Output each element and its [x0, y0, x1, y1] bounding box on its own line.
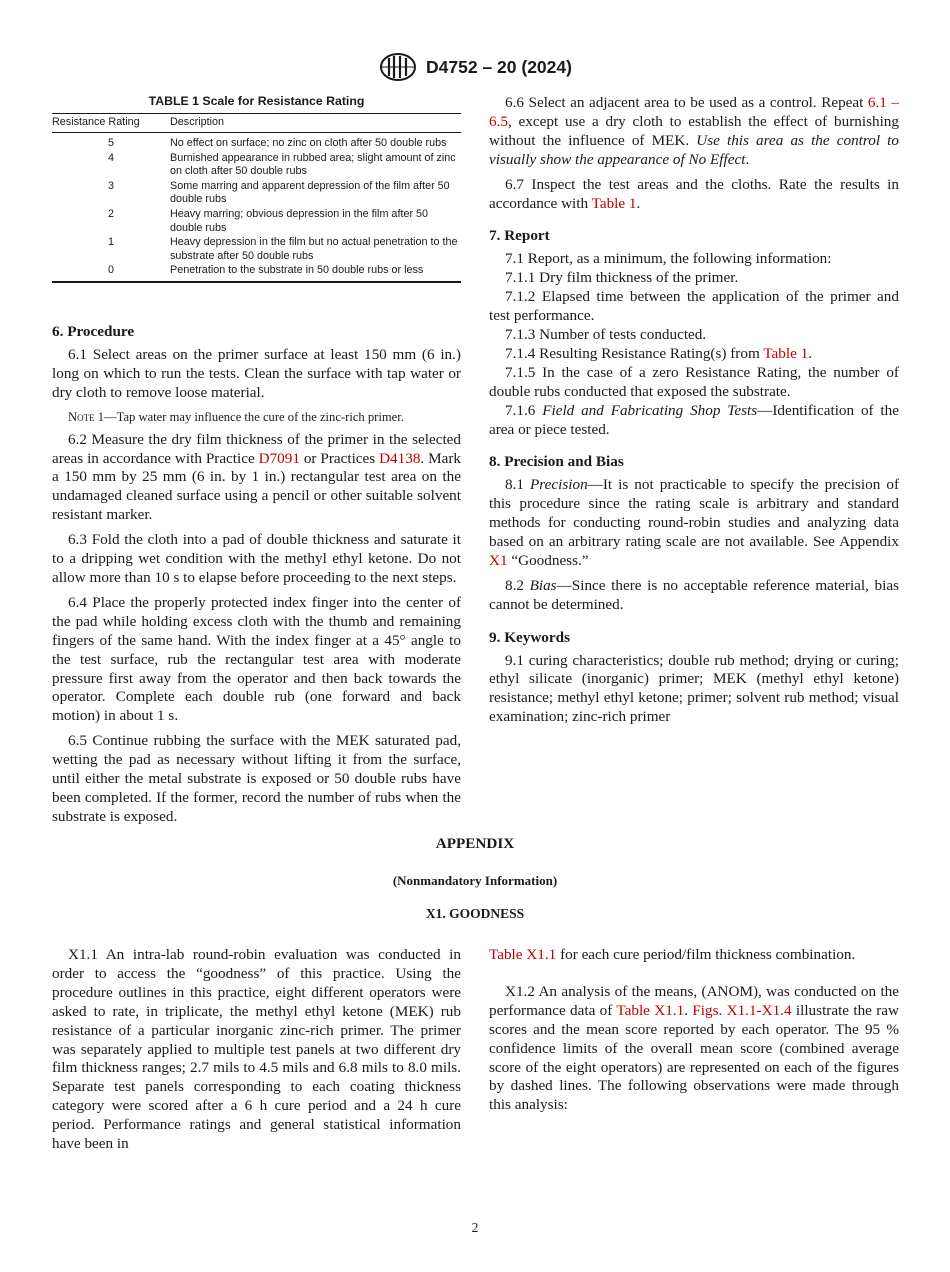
paragraph-6-6 [489, 94, 899, 170]
link-d4138[interactable]: D4138 [379, 449, 421, 467]
link-appendix-x1[interactable]: X1 [489, 551, 508, 569]
appendix-section-title: X1. GOODNESS [425, 906, 525, 921]
text-span: —Since there is no acceptable reference material, bias cannot be determined. [489, 576, 899, 613]
description-cell: Heavy depression in the film but no actual penetration to the substrate after 50 double rubs [170, 236, 458, 262]
page-number: 2 [471, 1220, 479, 1235]
rating-cell: 3 [107, 179, 114, 192]
section-heading: 6. Procedure [52, 323, 135, 340]
procedure-section [52, 323, 461, 827]
italic-span: Bias [529, 576, 557, 594]
paragraph-6-5: 6.5 Continue rubbing the surface with the MEK saturated pad, wetting the pad as necessary without lifting it from the surface, until either the metal substrate is exposed or 50 double rubs have been completed. If the former, record the number of rubs when the substrate is exposed. [52, 732, 461, 825]
table-header-row [52, 114, 461, 133]
paragraph-9-1: 9.1 curing characteristics; double rub method; drying or curing; ethyl silicate (inorganic) primer; MEK (methyl ethyl ketone) resistance; methyl ethyl ketone; primer; solvent rub method; visual examination; zinc-rich primer [489, 651, 899, 726]
text-span: . [636, 194, 641, 212]
paragraph-7-1-2: 7.1.2 Elapsed time between the application of the primer and test performance. [489, 288, 899, 325]
table-row [52, 152, 461, 180]
text-span: —Identification of the area or piece tested. [489, 401, 899, 438]
table-row [52, 180, 461, 208]
description-cell: No effect on surface; no zinc on cloth after 50 double rubs [170, 137, 447, 150]
text-span: . Mark a 150 mm by 25 mm (6 in. by 1 in.) rectangular test area on the undamaged cleaned surface using a pencil or other suitable solvent resistant marker. [52, 449, 461, 524]
text-span: . [745, 150, 750, 168]
section-heading: 7. Report [489, 227, 550, 245]
paragraph-6-3: 6.3 Fold the cloth into a pad of double thickness and saturate it to a dripping wet condition with the methyl ethyl ketone. Do not allow more than 10 s to elapse before proceeding to the next steps. [52, 531, 461, 586]
table-row [52, 264, 461, 282]
section-heading: 8. Precision and Bias [489, 453, 624, 471]
link-table-1[interactable]: Table 1 [591, 194, 637, 212]
link-table-x1-1[interactable]: Table X1.1 [489, 946, 557, 963]
italic-span: Use this area as the control to visually show the appearance of No Effect [489, 131, 899, 168]
link-table-x1-1[interactable]: Table X1.1 [616, 1001, 685, 1019]
link-d7091[interactable]: D7091 [258, 449, 300, 467]
text-span: for each cure period/film thickness combination. [556, 946, 856, 963]
description-cell: Burnished appearance in rubbed area; slight amount of zinc on cloth after 50 double rubs [170, 151, 456, 178]
paragraph-7-1-4 [489, 345, 899, 364]
paragraph-8-1 [489, 476, 899, 571]
astm-logo-icon [378, 52, 418, 82]
italic-span: Field and Fabricating Shop Tests [542, 401, 758, 419]
section-heading: 9. Keywords [489, 628, 570, 646]
paragraph-6-7 [489, 176, 899, 214]
paragraph-7-1-1: 7.1.1 Dry film thickness of the primer. [505, 269, 739, 287]
table-row [52, 137, 461, 152]
paragraph-6-2 [52, 431, 461, 526]
link-figs-x1-1-x1-4[interactable]: Figs. X1.1-X1.4 [692, 1001, 792, 1019]
paragraph-7-1-5: 7.1.5 In the case of a zero Resistance Rating, the number of double rubs conducted that exposed the substrate. [489, 363, 899, 400]
note-text: 1—Tap water may influence the cure of the zinc-rich primer. [94, 409, 404, 424]
text-span: 7.1.4 Resulting Resistance Rating(s) from [505, 344, 764, 362]
text-span: . [808, 344, 813, 362]
table-row [52, 236, 461, 264]
appendix-subtitle: (Nonmandatory Information) [392, 873, 558, 888]
text-span: . [684, 1001, 693, 1019]
paragraph-x1-1-continued [489, 946, 899, 965]
standard-designation: D4752 – 20 (2024) [426, 56, 572, 77]
link-6-1-6-5[interactable]: 6.1 – 6.5 [489, 94, 899, 130]
appendix-title: APPENDIX [435, 835, 515, 852]
note-label: Note [68, 409, 95, 424]
link-table-1[interactable]: Table 1 [763, 344, 809, 362]
text-span: —It is not practicable to specify the precision of this procedure since the rating scale is arbitrary and standard methods for conducting round-robin studies and analyzing data based on an arbitrary rating scale are not available. See Appendix [489, 476, 900, 551]
description-cell: Penetration to the substrate in 50 double rubs or less [170, 264, 461, 282]
text-span: illustrate the raw scores and the mean score reported by each operator. The 95 % confidence limits of the overall mean score (combined average score of the eight operators) are represented on each of the figures by dashed lines. The following observations were made through this analysis: [489, 1001, 900, 1114]
text-span: 8.2 [505, 576, 530, 594]
table-row [52, 208, 461, 236]
text-span: 8.1 [505, 476, 531, 494]
right-column [489, 94, 899, 727]
appendix-right-column [489, 946, 899, 1115]
text-span: 6.6 Select an adjacent area to be used as a control. Repeat [505, 94, 868, 111]
paragraph-8-2 [489, 577, 899, 615]
table-1-title: TABLE 1 Scale for Resistance Rating [148, 94, 365, 108]
paragraph-6-1: 6.1 Select areas on the primer surface at least 150 mm (6 in.) long on which to run the tests. Clean the surface with tap water or dry cloth to remove loose material. [52, 345, 461, 401]
rating-cell: 4 [107, 151, 114, 164]
note-1 [52, 409, 461, 425]
text-span: 6.2 Measure the dry film thickness of the primer in the selected areas in accordance with Practice [52, 430, 461, 467]
rating-cell: 2 [107, 208, 114, 221]
appendix-left-column [52, 946, 461, 1154]
paragraph-7-1-6 [489, 402, 899, 440]
italic-span: Precision [530, 476, 588, 494]
paragraph-x1-1: X1.1 An intra-lab round-robin evaluation was conducted in order to access the “goodness” of this practice. Using the procedure outlines in this practice, eight different operators were asked to rate, in triplicate, the methyl ethyl ketone (MEK) rub resistance of a particular inorganic zinc-rich primer. The primer was separately applied to multiple test panels at two different dry film thickness ranges; 2.7 mils to 4.5 mils and 6.8 mils to 8.0 mils. Separate test panels corresponding to each coating thickness category were scored after a 6 h cure period and a 24 h cure period. Performance ratings and general statistical information have been in [52, 946, 461, 1153]
text-span: 6.7 Inspect the test areas and the cloths. Rate the results in accordance with [489, 175, 899, 212]
page-header [0, 52, 950, 86]
paragraph-7-1-3: 7.1.3 Number of tests conducted. [505, 325, 707, 343]
rating-cell: 1 [107, 236, 114, 249]
text-span: or Practices [299, 449, 380, 467]
col-header-description: Description [170, 114, 461, 133]
text-span: , except use a dry cloth to establish the effect of burnishing without the influence of MEK. [489, 112, 899, 149]
paragraph-x1-2 [489, 983, 899, 1115]
resistance-rating-table [52, 113, 461, 283]
rating-cell: 5 [107, 137, 114, 150]
text-span: 7.1.6 [505, 401, 543, 419]
left-column [52, 93, 461, 283]
col-header-rating: Resistance Rating [52, 114, 170, 133]
paragraph-6-4: 6.4 Place the properly protected index finger into the center of the pad while holding excess cloth with the thumb and remaining fingers of the same hand. With the index finger at a 45° angle to the test surface, rub the rectangular test area with moderate pressure first away from the operator and then back towards the operator. Complete each double rub (one forward and back motion) in about 1 s. [52, 593, 461, 725]
paragraph-7-1: 7.1 Report, as a minimum, the following information: [505, 250, 832, 268]
text-span: X1.2 An analysis of the means, (ANOM), was conducted on the performance data of [489, 982, 899, 1019]
description-cell: Heavy marring; obvious depression in the film after 50 double rubs [170, 208, 429, 234]
description-cell: Some marring and apparent depression of the film after 50 double rubs [170, 179, 450, 206]
rating-cell: 0 [52, 264, 170, 282]
text-span: “Goodness.” [507, 551, 589, 569]
